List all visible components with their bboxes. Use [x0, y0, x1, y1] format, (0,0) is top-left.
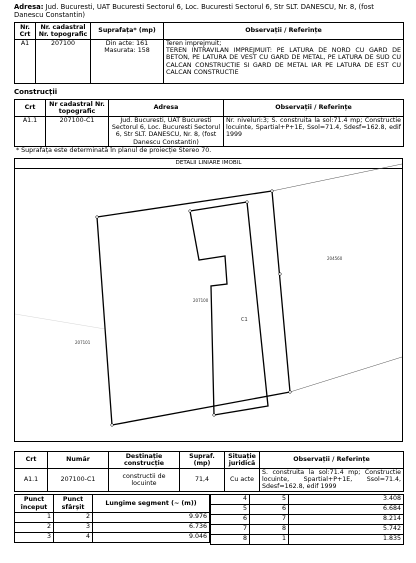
det-legal: Cu acte [225, 469, 260, 492]
neighbour-line-w [15, 314, 105, 329]
det-col-situatie: Situație juridică [225, 452, 260, 469]
det-dest: constructii de locuinte [109, 469, 180, 492]
address-label: Adresa: [14, 3, 44, 11]
det-area: 71,4 [180, 469, 225, 492]
address-text: Jud. Bucuresti, UAT Bucuresti Sectorul 6, Loc. Bucuresti Sectorul 6, Str SLT. DANESCU, Nr. 8, (fost Danescu Constantin) [14, 3, 374, 19]
table-row: 6 7 8.214 [211, 515, 404, 525]
constr-cad: 207100-C1 [46, 117, 109, 147]
seg-col-start: Punct început [15, 495, 54, 513]
det-col-obs: Observații / Referințe [260, 452, 404, 469]
col-nr-crt: Nr. Crt [15, 23, 36, 40]
label-building-c1: C1 [241, 317, 248, 323]
label-parcel-number: 207100 [193, 298, 209, 303]
det-col-numar: Număr [48, 452, 109, 469]
table-row: 1 2 9.976 [15, 513, 210, 523]
plot-title: DETALII LINIARE IMOBIL [15, 159, 402, 169]
table-row: 2 3 6.736 [15, 523, 210, 533]
land-obs [164, 40, 404, 84]
surface-note: * Suprafața este determinată în planul de proiecție Stereo 70. [16, 147, 212, 154]
neighbour-line-se [290, 357, 402, 392]
constr-obs: Nr. niveluri:3; S. construita la sol:71.4 mp; Constructie locuinte, Spartial+P+1E, Ssol=71.4, Sdesf=162.8, edif 1999 [224, 117, 404, 147]
plot-drawing [15, 159, 402, 441]
parcel-outline [97, 191, 290, 425]
table-row: 7 8 5.742 [211, 525, 404, 535]
segments-table-left [14, 494, 210, 543]
det-col-destinatie: Destinație construcție [109, 452, 180, 469]
col-observatii: Observații / Referințe [164, 23, 404, 40]
neighbour-line-ne [272, 164, 402, 191]
land-area-deed: Din acte: 161 [105, 40, 149, 47]
constr-crt: A1.1 [15, 117, 46, 147]
constr-col-cad: Nr cadastral Nr. topografic [46, 100, 109, 117]
constr-col-obs: Observații / Referințe [224, 100, 404, 117]
land-obs-1: Teren imprejmuit; [166, 40, 222, 47]
seg-col-end: Punct sfârșit [54, 495, 93, 513]
constr-col-crt: Crt [15, 100, 46, 117]
constructions-table [14, 99, 404, 147]
col-nr-cadastral: Nr. cadastral Nr. topografic [36, 23, 91, 40]
seg-col-length: Lungime segment (~ (m)) [93, 495, 210, 513]
details-table [14, 451, 404, 492]
land-cad: 207100 [36, 40, 91, 84]
building-c1-outline [190, 202, 268, 415]
table-row: 8 1 1.835 [211, 535, 404, 545]
det-col-suprafata: Supraf. (mp) [180, 452, 225, 469]
constr-col-address: Adresa [109, 100, 224, 117]
table-row: 4 5 3.408 [211, 495, 404, 505]
det-num: 207100-C1 [48, 469, 109, 492]
table-row: 3 4 9.046 [15, 533, 210, 543]
address-line [14, 4, 404, 20]
constructions-title: Construcții [14, 88, 58, 96]
segments-table-right [210, 494, 404, 545]
det-crt: A1.1 [15, 469, 48, 492]
land-table [14, 22, 404, 84]
label-neighbour-left: 207101 [75, 340, 91, 345]
det-obs: S. construita la sol:71.4 mp; Constructie locuinte, Spartial+P+1E, Ssol=71.4, Sdesf=162.8, edif 1999 [260, 469, 404, 492]
vertex-markers [96, 190, 292, 427]
col-suprafata: Suprafața* (mp) [91, 23, 164, 40]
land-area-measured: Masurata: 158 [104, 47, 150, 55]
constr-address: Jud. Bucuresti, UAT Bucuresti Sectorul 6, Loc. Bucuresti Sectorul 6, Str SLT. DANESCU, Nr. 8, (fost Danescu Constantin) [109, 117, 224, 147]
det-col-crt: Crt [15, 452, 48, 469]
table-row: 5 6 6.684 [211, 505, 404, 515]
label-neighbour-right: 204560 [327, 256, 343, 261]
land-crt: A1 [15, 40, 36, 84]
plot-area [14, 158, 403, 442]
land-area [91, 40, 164, 84]
land-obs-2: TEREN INTRAVILAN IMPREJMUIT: PE LATURA DE NORD CU GARD DE BETON, PE LATURA DE VEST CU GARD DE METAL, PE LATURA DE SUD CU CALCAN CONSTRUCTIE SI GARD DE METAL IAR PE LATURA DE EST CU CALCAN CONSTRUCTIE [166, 47, 401, 76]
